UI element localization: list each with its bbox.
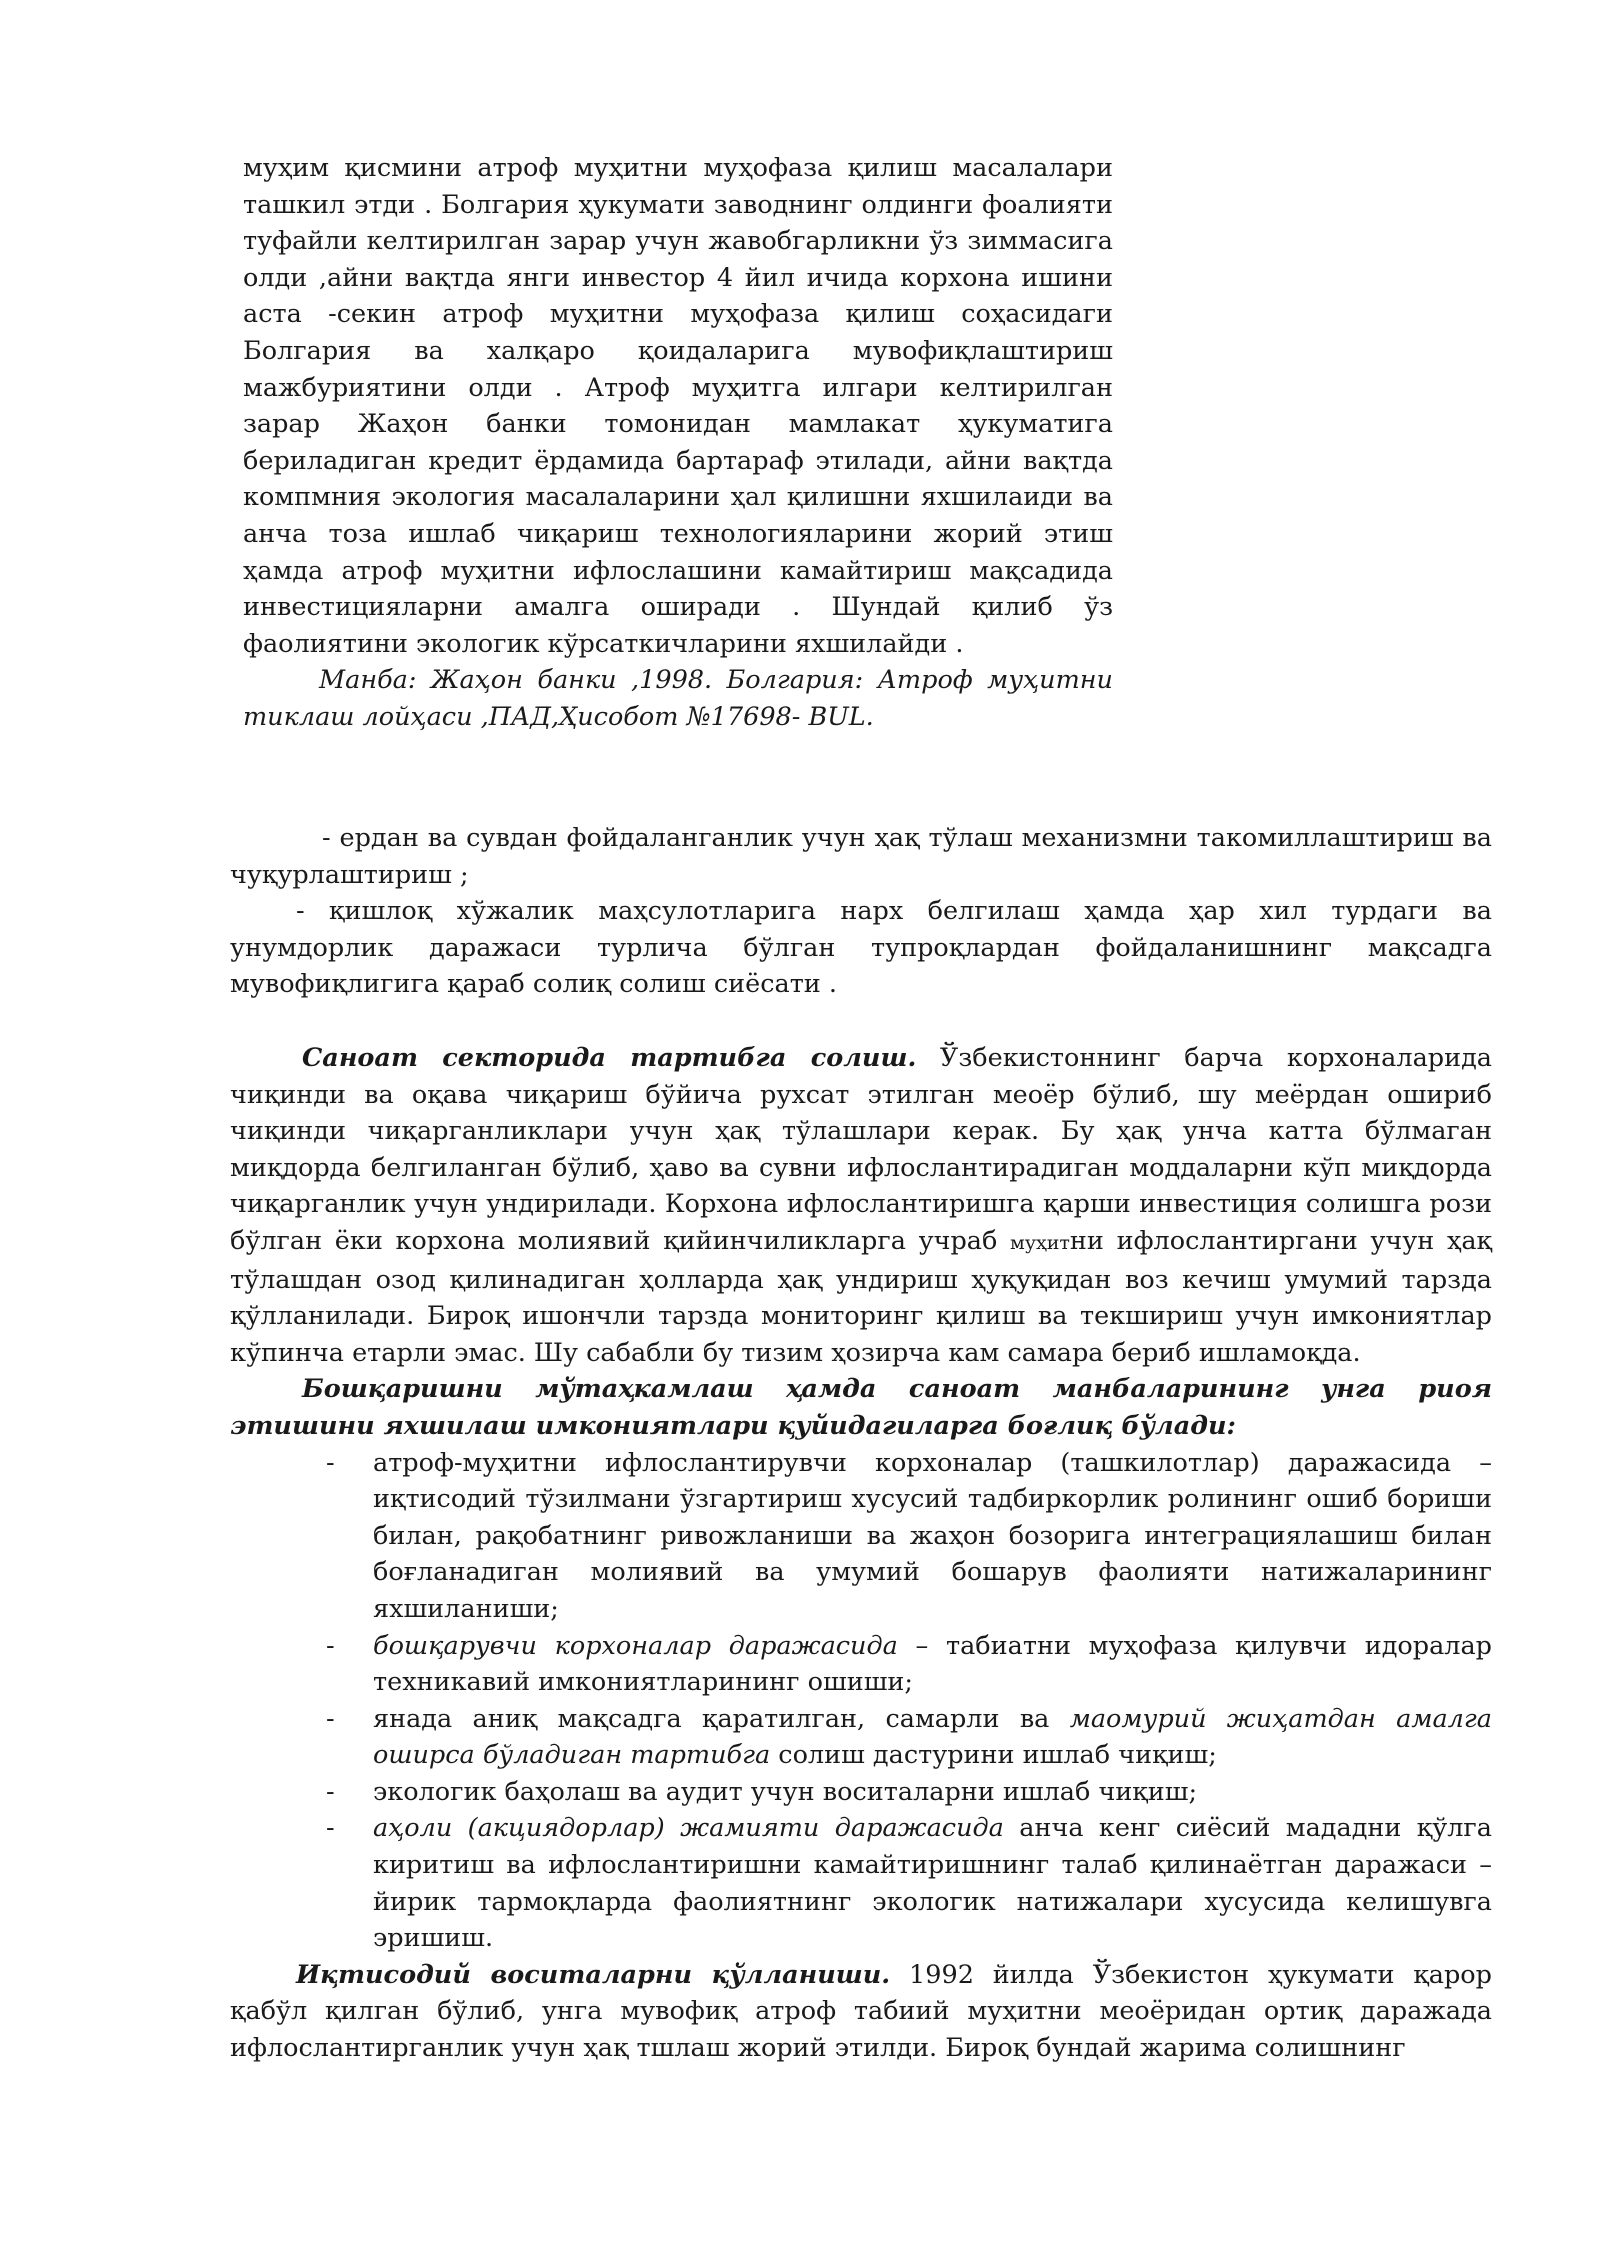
list-item-text: – табиатни муҳофаза қилувчи идоралар техникавий имкониятларининг ошиши; xyxy=(373,1630,1492,1698)
case-study-box xyxy=(243,150,1113,736)
dash-marker: - xyxy=(326,1447,335,1478)
list-item-text: экологик баҳолаш ва аудит учун воситаларни ишлаб чиқиш; xyxy=(373,1776,1198,1807)
dash-marker: - xyxy=(326,1630,335,1661)
industry-text-1: Ўзбекистоннинг барча корхоналарида чиқинди ва оқава чиқариш бўйича рухсат этилган меоёр бўлиб, шу меёрдан ошириб чиқинди чиқарганликлари учун ҳақ тўлашлари керак. Бу ҳақ унча катта бўлмаган миқдорда белгиланган бўлиб, ҳаво ва сувни ифлослантирадиган моддаларни кўп миқдорда чиқарганлик учун ундирилади. Корхона ифлослантиришга қарши инвестиция солишга рози бўлган ёки корхона молиявий қийинчиликларга учраб xyxy=(230,1043,1492,1256)
dash-marker: - xyxy=(326,1776,335,1807)
industry-text-2: ни ифлослантиргани учун ҳақ тўлашдан озод қилинадиган ҳолларда ҳақ ундириш ҳуқуқидан воз кечиш умумий тарзда қўлланилади. Бироқ ишончли тарзда мониторинг қилиш ва текшириш учун имкониятлар кўпинча етарли эмас. Шу сабабли бу тизим ҳозирча кам самара бериб ишламоқда. xyxy=(230,1225,1493,1368)
list-item-italic: бошқарувчи корхоналар даражасида xyxy=(373,1630,898,1661)
list-item-text: анча кенг сиёсий мададни қўлга киритиш ва ифлослантиришни камайтиришнинг талаб қилинаётган даражаси – йирик тармоқларда фаолиятнинг экологик натижалари хусусида келишувга эришиш. xyxy=(373,1813,1492,1954)
management-heading: Бошқаришни мўтаҳкамлаш ҳамда саноат манбаларининг унга риоя этишини яхшилаш имкониятлари қуйидагиларга боғлиқ бўлади: xyxy=(230,1374,1492,1441)
measure-item-1: - ердан ва сувдан фойдаланганлик учун ҳақ тўлаш механизмни такомиллаштириш ва чуқурлаштириш ; xyxy=(230,823,1492,890)
list-item-italic: аҳоли (акциядорлар) жамияти даражасида xyxy=(373,1813,1004,1844)
dash-marker: - xyxy=(326,1813,335,1844)
measures-section xyxy=(230,820,1492,1003)
industry-small-word: муҳит xyxy=(1010,1231,1070,1254)
list-item xyxy=(230,1810,1492,1956)
economic-text: 1992 йилда Ўзбекистон ҳукумати қарор қабўл қилган бўлиб, унга мувофиқ атроф табиий муҳитни меоёридан ортиқ даражада ифлослантирганлик учун ҳақ тшлаш жорий этилди. Бироқ бундай жарима солишнинг xyxy=(230,1959,1492,2064)
economic-paragraph xyxy=(230,1957,1492,2067)
industry-heading: Саноат секторида тартибга солиш. xyxy=(302,1043,917,1073)
list-item-italic: маомурий жиҳатдан амалга оширса бўладиган тартибга xyxy=(373,1703,1492,1771)
management-list xyxy=(230,1445,1492,1957)
industry-paragraph xyxy=(230,1040,1492,1371)
measure-item-2: - қишлоқ хўжалик маҳсулотларига нарх белгилаш ҳамда ҳар хил турдаги ва унумдорлик даражаси турлича бўлган тупроқлардан фойдаланишнинг мақсадга мувофиқлигига қараб солиқ солиш сиёсати . xyxy=(230,896,1492,1000)
list-item xyxy=(230,1774,1492,1811)
economic-heading: Иқтисодий воситаларни қўлланиши. xyxy=(296,1959,891,1990)
dash-marker: - xyxy=(326,1703,335,1734)
case-study-text: муҳим қисмини атроф муҳитни муҳофаза қилиш масалалари ташкил этди . Болгария ҳукумати заводнинг олдинги фоалияти туфайли келтирилган зарар учун жавобгарликни ўз зиммасига олди ,айни вақтда янги инвестор 4 йил ичида корхона ишини аста -секин атроф муҳитни муҳофаза қилиш соҳасидаги Болгария ва халқаро қоидаларига мувофиқлаштириш мажбуриятини олди . Атроф муҳитга илгари келтирилган зарар Жаҳон банки томонидан мамлакат ҳукуматига бериладиган кредит ёрдамида бартараф этилади, айни вақтда компмния экология масалаларини ҳал қилишни яхшилаиди ва анча тоза ишлаб чиқариш технологияларини жорий этиш ҳамда атроф муҳитни ифлослашини камайтириш мақсадида инвестицияларни амалга оширади . Шундай қилиб ўз фаолиятини экологик кўрсаткичларини яхшилайди . xyxy=(243,153,1113,659)
list-item-text: янада аниқ мақсадга қаратилган, самарли ва xyxy=(373,1703,1070,1734)
regulation-section xyxy=(230,1040,1492,2067)
list-item xyxy=(230,1701,1492,1774)
list-item xyxy=(230,1628,1492,1701)
list-item xyxy=(230,1445,1492,1628)
list-item-text: солиш дастурини ишлаб чиқиш; xyxy=(770,1740,1217,1771)
source-citation: Манба: Жаҳон банки ,1998. Болгария: Атроф муҳитни тиклаш лойҳаси ,ПАД,Ҳисобот №17698- BUL. xyxy=(243,665,1113,732)
list-item-text: атроф-муҳитни ифлослантирувчи корхоналар (ташкилотлар) даражасида – иқтисодий тўзилмани ўзгартириш хусусий тадбиркорлик ролининг ошиб бориши билан, рақобатнинг ривожланиши ва жаҳон бозорига интеграциялашиш билан боғланадиган молиявий ва умумий бошарув фаолияти натижаларининг яхшиланиши; xyxy=(373,1447,1492,1624)
